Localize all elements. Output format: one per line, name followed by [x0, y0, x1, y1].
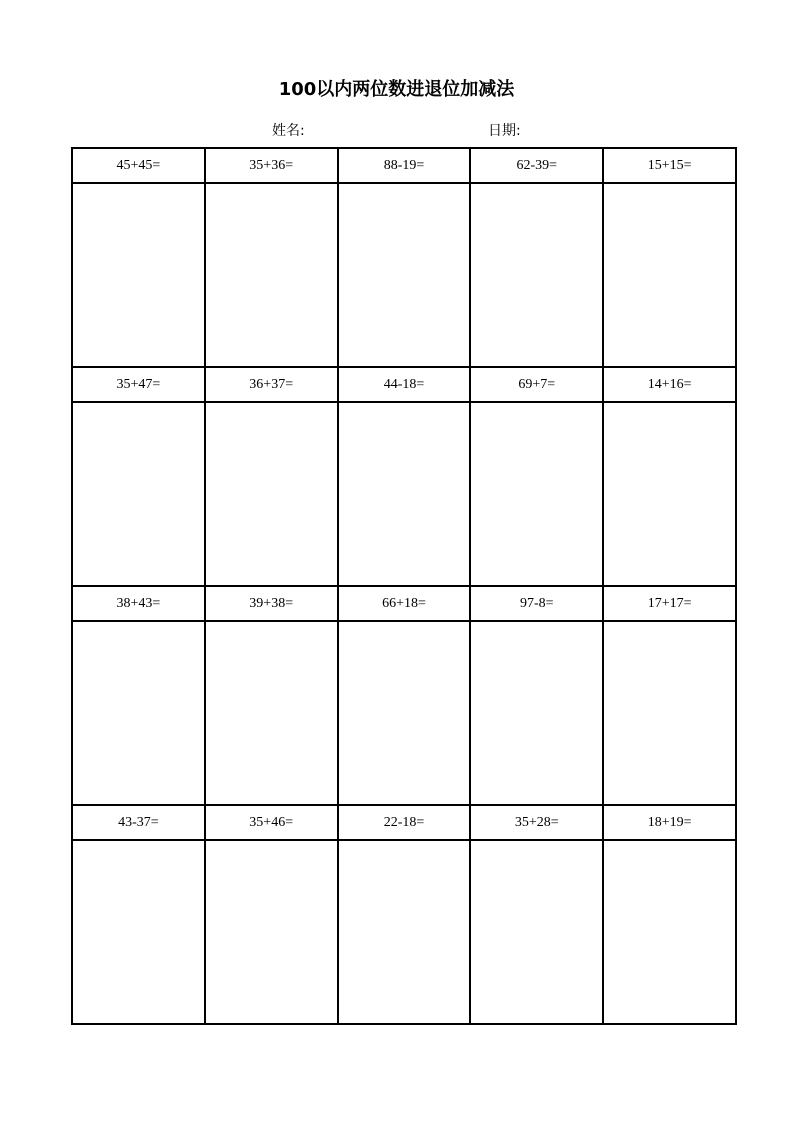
work-area: [205, 183, 338, 367]
work-area: [338, 621, 471, 805]
problem-row: [72, 586, 736, 621]
problem-cell: 17+17=: [603, 586, 736, 621]
work-area: [72, 402, 205, 586]
problem-cell: 14+16=: [603, 367, 736, 402]
date-label: 日期:: [488, 123, 521, 139]
work-area: [205, 621, 338, 805]
page-title: 100以内两位数进退位加减法: [278, 79, 515, 100]
work-area: [603, 402, 736, 586]
problem-cell: 15+15=: [603, 148, 736, 183]
work-area: [338, 402, 471, 586]
problem-row: [72, 148, 736, 183]
work-area: [603, 840, 736, 1024]
work-row: [72, 840, 736, 1024]
name-label: 姓名:: [272, 123, 305, 139]
work-row: [72, 183, 736, 367]
problem-cell: 43-37=: [72, 805, 205, 840]
worksheet-table: [71, 147, 737, 1025]
work-area: [338, 183, 471, 367]
problem-cell: 35+28=: [470, 805, 603, 840]
work-area: [603, 621, 736, 805]
problem-cell: 69+7=: [470, 367, 603, 402]
problem-cell: 18+19=: [603, 805, 736, 840]
work-row: [72, 621, 736, 805]
problem-cell: 35+36=: [205, 148, 338, 183]
work-area: [72, 621, 205, 805]
work-area: [470, 621, 603, 805]
work-area: [470, 402, 603, 586]
problem-cell: 97-8=: [470, 586, 603, 621]
problem-row: [72, 367, 736, 402]
work-area: [470, 183, 603, 367]
problem-cell: 45+45=: [72, 148, 205, 183]
work-area: [72, 183, 205, 367]
problem-cell: 39+38=: [205, 586, 338, 621]
problem-cell: 35+47=: [72, 367, 205, 402]
problem-cell: 62-39=: [470, 148, 603, 183]
work-area: [72, 840, 205, 1024]
work-area: [205, 840, 338, 1024]
problem-cell: 35+46=: [205, 805, 338, 840]
work-area: [470, 840, 603, 1024]
problem-row: [72, 805, 736, 840]
problem-cell: 88-19=: [338, 148, 471, 183]
work-row: [72, 402, 736, 586]
problem-cell: 44-18=: [338, 367, 471, 402]
work-area: [338, 840, 471, 1024]
work-area: [205, 402, 338, 586]
problem-cell: 38+43=: [72, 586, 205, 621]
problem-cell: 36+37=: [205, 367, 338, 402]
work-area: [603, 183, 736, 367]
problem-cell: 22-18=: [338, 805, 471, 840]
problem-cell: 66+18=: [338, 586, 471, 621]
